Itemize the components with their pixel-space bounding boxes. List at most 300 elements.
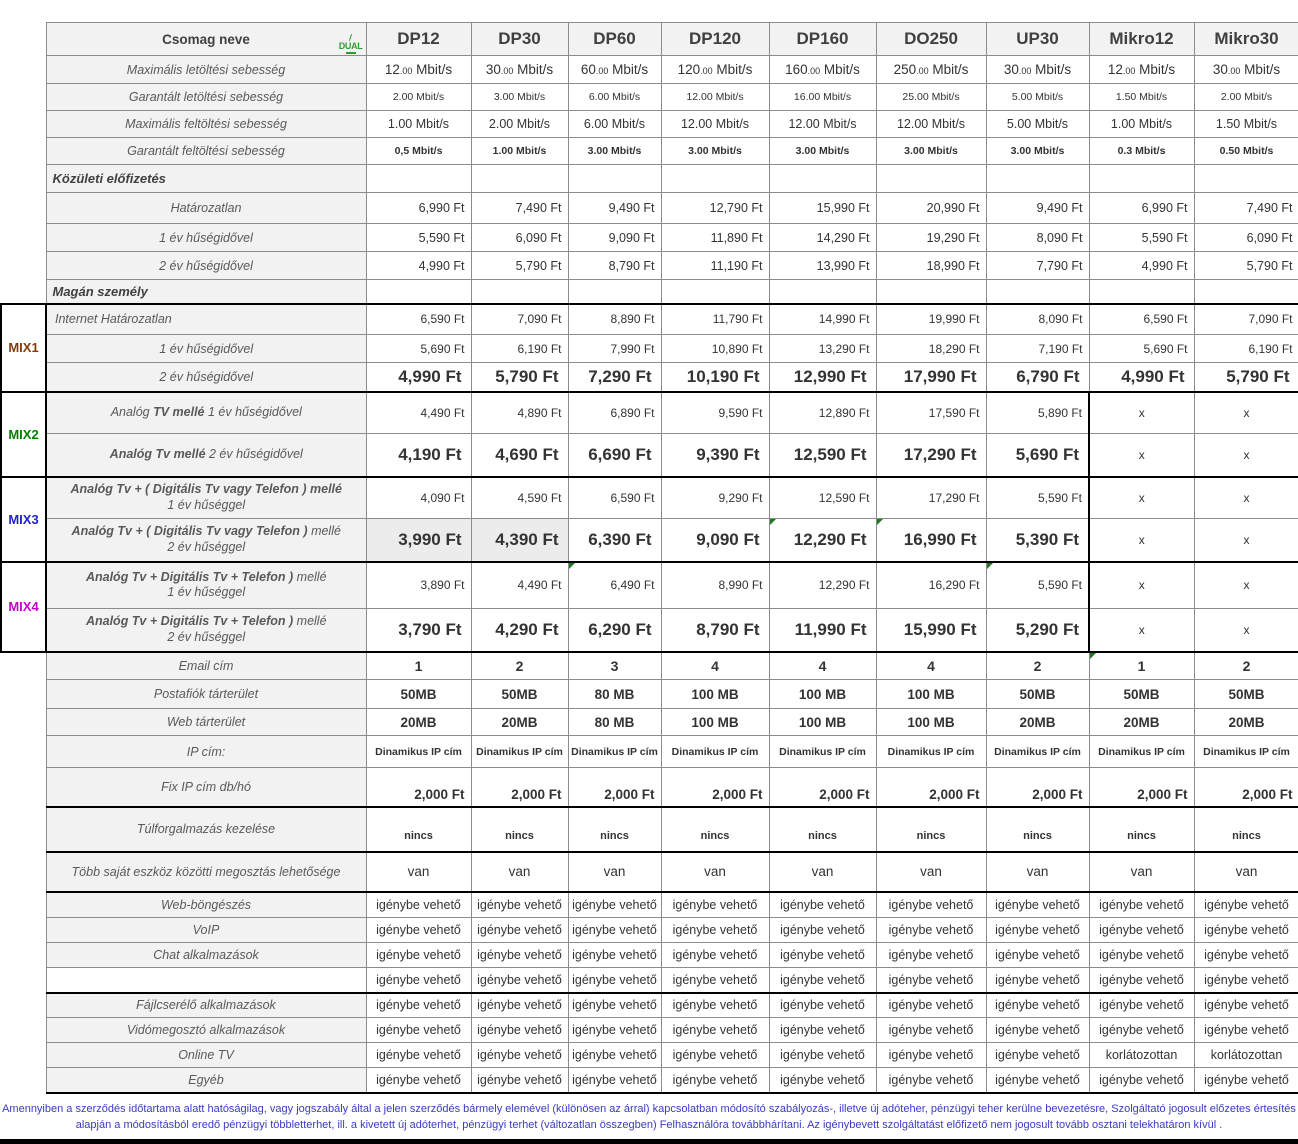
cell-device_sharing-DP12: van	[366, 852, 471, 892]
cell-online_tv-Mikro12: korlátozottan	[1089, 1043, 1194, 1068]
cell-voip-DP160: igénybe vehető	[769, 918, 876, 943]
column-header-DP120: DP120	[661, 23, 769, 56]
cell-chat_apps-UP30: igénybe vehető	[986, 943, 1089, 968]
cell-business_2yr-Mikro30: 5,790 Ft	[1194, 252, 1298, 280]
cell-mix2_2yr-DP160: 12,590 Ft	[769, 434, 876, 477]
cell-online_tv-DP120: igénybe vehető	[661, 1043, 769, 1068]
cell-device_sharing-DP30: van	[471, 852, 568, 892]
gutter-cell	[1, 252, 46, 280]
column-header-DP160: DP160	[769, 23, 876, 56]
column-header-DO250: DO250	[876, 23, 986, 56]
cell-mix1_1yr-DP60: 7,990 Ft	[568, 335, 661, 363]
cell-online_tv-Mikro30: korlátozottan	[1194, 1043, 1298, 1068]
cell-guaranteed_upload_speed-Mikro12: 0.3 Mbit/s	[1089, 138, 1194, 165]
cell-ip_address-Mikro12: Dinamikus IP cím	[1089, 736, 1194, 768]
cell-private_section-Mikro12	[1089, 280, 1194, 304]
cell-device_sharing-DP60: van	[568, 852, 661, 892]
cell-email_count-DP120: 4	[661, 652, 769, 680]
row-fixed_ip	[1, 768, 1298, 807]
row-business_indefinite	[1, 193, 1298, 224]
cell-max_upload_speed-DP12: 1.00 Mbit/s	[366, 111, 471, 138]
cell-private_section-UP30	[986, 280, 1089, 304]
cell-email_count-UP30: 2	[986, 652, 1089, 680]
cell-business_indefinite-DP30: 7,490 Ft	[471, 193, 568, 224]
label-guaranteed_download_speed: Garantált letöltési sebesség	[46, 84, 366, 111]
cell-voip-DP60: igénybe vehető	[568, 918, 661, 943]
cell-mix4_2yr-DP60: 6,290 Ft	[568, 609, 661, 652]
cell-mix3_1yr-UP30: 5,590 Ft	[986, 477, 1089, 519]
cell-max_upload_speed-DP30: 2.00 Mbit/s	[471, 111, 568, 138]
label-business_indefinite: Határozatlan	[46, 193, 366, 224]
cell-mailbox_storage-DP12: 50MB	[366, 680, 471, 709]
cell-mix1_2yr-DP160: 12,990 Ft	[769, 363, 876, 392]
cell-mix2_2yr-DP120: 9,390 Ft	[661, 434, 769, 477]
cell-business_2yr-DO250: 18,990 Ft	[876, 252, 986, 280]
cell-video_sharing_apps-UP30: igénybe vehető	[986, 1018, 1089, 1043]
cell-mailbox_storage-UP30: 50MB	[986, 680, 1089, 709]
cell-chat_apps-DO250: igénybe vehető	[876, 943, 986, 968]
cell-guaranteed_download_speed-Mikro30: 2.00 Mbit/s	[1194, 84, 1298, 111]
cell-business_1yr-DP12: 5,590 Ft	[366, 224, 471, 252]
cell-business_1yr-DP160: 14,290 Ft	[769, 224, 876, 252]
cell-file_sharing_apps-UP30: igénybe vehető	[986, 993, 1089, 1018]
cell-guaranteed_download_speed-DP60: 6.00 Mbit/s	[568, 84, 661, 111]
gutter-cell	[1, 918, 46, 943]
cell-mix1_indefinite-UP30: 8,090 Ft	[986, 304, 1089, 335]
cell-mix1_1yr-Mikro30: 6,190 Ft	[1194, 335, 1298, 363]
cell-mailbox_storage-DP60: 80 MB	[568, 680, 661, 709]
cell-mix4_2yr-UP30: 5,290 Ft	[986, 609, 1089, 652]
cell-mix3_2yr-Mikro30: x	[1194, 519, 1298, 562]
cell-voip-UP30: igénybe vehető	[986, 918, 1089, 943]
cell-max_download_speed-DP160: 160.00 Mbit/s	[769, 56, 876, 84]
cell-blank_feature-Mikro30: igénybe vehető	[1194, 968, 1298, 993]
cell-video_sharing_apps-DP160: igénybe vehető	[769, 1018, 876, 1043]
cell-ip_address-Mikro30: Dinamikus IP cím	[1194, 736, 1298, 768]
label-mix1_indefinite: Internet Határozatlan	[46, 304, 366, 335]
cell-business_2yr-DP12: 4,990 Ft	[366, 252, 471, 280]
cell-mix4_1yr-DP12: 3,890 Ft	[366, 562, 471, 609]
cell-guaranteed_upload_speed-DP120: 3.00 Mbit/s	[661, 138, 769, 165]
cell-mix2_1yr-DP30: 4,890 Ft	[471, 392, 568, 434]
cell-web_storage-DO250: 100 MB	[876, 709, 986, 736]
cell-mix2_2yr-Mikro30: x	[1194, 434, 1298, 477]
cell-blank_feature-UP30: igénybe vehető	[986, 968, 1089, 993]
cell-fixed_ip-DO250: 2,000 Ft	[876, 768, 986, 807]
cell-mix1_2yr-Mikro30: 5,790 Ft	[1194, 363, 1298, 392]
cell-mix4_2yr-DP30: 4,290 Ft	[471, 609, 568, 652]
cell-mix3_1yr-Mikro30: x	[1194, 477, 1298, 519]
row-mix1_2yr	[1, 363, 1298, 392]
cell-business_1yr-DO250: 19,290 Ft	[876, 224, 986, 252]
label-business_2yr: 2 év hűségidővel	[46, 252, 366, 280]
cell-overtraffic-DO250: nincs	[876, 807, 986, 852]
cell-voip-Mikro30: igénybe vehető	[1194, 918, 1298, 943]
cell-device_sharing-Mikro12: van	[1089, 852, 1194, 892]
cell-business_section-DP60	[568, 165, 661, 193]
cell-file_sharing_apps-DO250: igénybe vehető	[876, 993, 986, 1018]
cell-device_sharing-DP160: van	[769, 852, 876, 892]
cell-blank_feature-DP30: igénybe vehető	[471, 968, 568, 993]
cell-mix1_indefinite-DO250: 19,990 Ft	[876, 304, 986, 335]
cell-email_count-DP30: 2	[471, 652, 568, 680]
cell-email_count-Mikro12: 1	[1089, 652, 1194, 680]
label-mailbox_storage: Postafiók tárterület	[46, 680, 366, 709]
cell-overtraffic-UP30: nincs	[986, 807, 1089, 852]
cell-video_sharing_apps-DP30: igénybe vehető	[471, 1018, 568, 1043]
cell-mix3_1yr-DP160: 12,590 Ft	[769, 477, 876, 519]
cell-mix1_1yr-DP120: 10,890 Ft	[661, 335, 769, 363]
gutter-cell	[1, 807, 46, 852]
cell-file_sharing_apps-DP12: igénybe vehető	[366, 993, 471, 1018]
gutter-cell	[1, 768, 46, 807]
cell-mix1_indefinite-DP120: 11,790 Ft	[661, 304, 769, 335]
cell-other-DP120: igénybe vehető	[661, 1068, 769, 1093]
cell-mix3_2yr-UP30: 5,390 Ft	[986, 519, 1089, 562]
cell-max_download_speed-DP120: 120.00 Mbit/s	[661, 56, 769, 84]
row-video_sharing_apps	[1, 1018, 1298, 1043]
cell-business_1yr-DP30: 6,090 Ft	[471, 224, 568, 252]
column-header-DP12: DP12	[366, 23, 471, 56]
bottom-border-bar	[0, 1139, 1298, 1144]
cell-mix1_2yr-DP60: 7,290 Ft	[568, 363, 661, 392]
label-guaranteed_upload_speed: Garantált feltöltési sebesség	[46, 138, 366, 165]
cell-mix1_2yr-DO250: 17,990 Ft	[876, 363, 986, 392]
cell-mailbox_storage-DP30: 50MB	[471, 680, 568, 709]
row-blank_feature	[1, 968, 1298, 993]
gutter-cell	[1, 165, 46, 193]
cell-mix3_1yr-DP120: 9,290 Ft	[661, 477, 769, 519]
cell-chat_apps-DP12: igénybe vehető	[366, 943, 471, 968]
cell-web_storage-Mikro30: 20MB	[1194, 709, 1298, 736]
cell-video_sharing_apps-DO250: igénybe vehető	[876, 1018, 986, 1043]
mix-group-label-mix2: MIX2	[1, 392, 46, 477]
cell-overtraffic-Mikro30: nincs	[1194, 807, 1298, 852]
row-file_sharing_apps	[1, 993, 1298, 1018]
row-overtraffic	[1, 807, 1298, 852]
row-mix4_2yr	[1, 609, 1298, 652]
cell-guaranteed_upload_speed-DP30: 1.00 Mbit/s	[471, 138, 568, 165]
cell-mix3_2yr-DP60: 6,390 Ft	[568, 519, 661, 562]
label-business_section: Közületi előfizetés	[46, 165, 366, 193]
cell-mix2_1yr-DP60: 6,890 Ft	[568, 392, 661, 434]
cell-mix2_2yr-DP12: 4,190 Ft	[366, 434, 471, 477]
gutter-cell	[1, 968, 46, 993]
cell-private_section-DP160	[769, 280, 876, 304]
cell-business_indefinite-DP60: 9,490 Ft	[568, 193, 661, 224]
cell-business_2yr-UP30: 7,790 Ft	[986, 252, 1089, 280]
cell-fixed_ip-Mikro30: 2,000 Ft	[1194, 768, 1298, 807]
cell-max_upload_speed-DP60: 6.00 Mbit/s	[568, 111, 661, 138]
row-device_sharing	[1, 852, 1298, 892]
cell-business_2yr-DP120: 11,190 Ft	[661, 252, 769, 280]
cell-mix3_1yr-Mikro12: x	[1089, 477, 1194, 519]
cell-mix1_indefinite-DP60: 8,890 Ft	[568, 304, 661, 335]
cell-mix3_2yr-Mikro12: x	[1089, 519, 1194, 562]
mix-group-label-mix1: MIX1	[1, 304, 46, 392]
gutter-cell	[1, 852, 46, 892]
cell-overtraffic-DP120: nincs	[661, 807, 769, 852]
cell-online_tv-DP160: igénybe vehető	[769, 1043, 876, 1068]
cell-mix2_1yr-DP120: 9,590 Ft	[661, 392, 769, 434]
row-ip_address	[1, 736, 1298, 768]
label-blank_feature	[46, 968, 366, 993]
cell-guaranteed_download_speed-Mikro12: 1.50 Mbit/s	[1089, 84, 1194, 111]
label-email_count: Email cím	[46, 652, 366, 680]
cell-mix1_1yr-DP12: 5,690 Ft	[366, 335, 471, 363]
cell-chat_apps-DP160: igénybe vehető	[769, 943, 876, 968]
antenna-icon	[349, 34, 352, 41]
cell-private_section-Mikro30	[1194, 280, 1298, 304]
cell-max_download_speed-UP30: 30.00 Mbit/s	[986, 56, 1089, 84]
pricing-table	[0, 22, 1298, 1094]
cell-guaranteed_download_speed-DO250: 25.00 Mbit/s	[876, 84, 986, 111]
row-business_2yr	[1, 252, 1298, 280]
cell-max_download_speed-DP60: 60.00 Mbit/s	[568, 56, 661, 84]
cell-mix4_1yr-DP60: 6,490 Ft	[568, 562, 661, 609]
label-mix1_1yr: 1 év hűségidővel	[46, 335, 366, 363]
cell-mix2_1yr-Mikro12: x	[1089, 392, 1194, 434]
cell-online_tv-UP30: igénybe vehető	[986, 1043, 1089, 1068]
cell-mix2_2yr-DP30: 4,690 Ft	[471, 434, 568, 477]
cell-max_download_speed-DP30: 30.00 Mbit/s	[471, 56, 568, 84]
cell-web_browsing-UP30: igénybe vehető	[986, 892, 1089, 918]
gutter-cell	[1, 680, 46, 709]
cell-max_upload_speed-UP30: 5.00 Mbit/s	[986, 111, 1089, 138]
cell-guaranteed_upload_speed-UP30: 3.00 Mbit/s	[986, 138, 1089, 165]
cell-email_count-Mikro30: 2	[1194, 652, 1298, 680]
gutter-cell	[1, 111, 46, 138]
gutter-cell	[1, 280, 46, 304]
cell-ip_address-DP60: Dinamikus IP cím	[568, 736, 661, 768]
cell-business_section-Mikro30	[1194, 165, 1298, 193]
label-mix4_2yr: Analóg Tv + Digitális Tv + Telefon ) mellé 2 év hűséggel	[46, 609, 366, 652]
cell-file_sharing_apps-DP120: igénybe vehető	[661, 993, 769, 1018]
cell-device_sharing-DO250: van	[876, 852, 986, 892]
row-mix1_indefinite	[1, 304, 1298, 335]
cell-mailbox_storage-Mikro12: 50MB	[1089, 680, 1194, 709]
cell-overtraffic-DP60: nincs	[568, 807, 661, 852]
disclaimer-line-2: alapján a módosításból eredő pénzügyi többletterhet, ill. a kivetett új adóterhet, pénzügyi terhet (változatlan összegben) Felhasználóra továbbhárítani. Az igénybevett szolgáltatást előfizető nem jogosult tovább osztani telekhatáron kívül .	[75, 1118, 1223, 1131]
cell-web_storage-DP60: 80 MB	[568, 709, 661, 736]
label-video_sharing_apps: Vidómegosztó alkalmazások	[46, 1018, 366, 1043]
cell-web_browsing-Mikro30: igénybe vehető	[1194, 892, 1298, 918]
gutter-cell	[1, 1068, 46, 1093]
gutter-cell	[1, 652, 46, 680]
column-header-Mikro30: Mikro30	[1194, 23, 1298, 56]
cell-web_browsing-DP30: igénybe vehető	[471, 892, 568, 918]
cell-overtraffic-DP160: nincs	[769, 807, 876, 852]
cell-file_sharing_apps-DP60: igénybe vehető	[568, 993, 661, 1018]
cell-online_tv-DO250: igénybe vehető	[876, 1043, 986, 1068]
cell-file_sharing_apps-Mikro30: igénybe vehető	[1194, 993, 1298, 1018]
mix-group-label-mix3: MIX3	[1, 477, 46, 562]
cell-mix1_indefinite-DP160: 14,990 Ft	[769, 304, 876, 335]
cell-other-UP30: igénybe vehető	[986, 1068, 1089, 1093]
row-guaranteed_upload_speed	[1, 138, 1298, 165]
cell-max_download_speed-Mikro12: 12.00 Mbit/s	[1089, 56, 1194, 84]
row-business_1yr	[1, 224, 1298, 252]
gutter-cell	[1, 56, 46, 84]
cell-mix4_1yr-DO250: 16,290 Ft	[876, 562, 986, 609]
cell-web_storage-DP12: 20MB	[366, 709, 471, 736]
cell-web_browsing-DP120: igénybe vehető	[661, 892, 769, 918]
cell-fixed_ip-Mikro12: 2,000 Ft	[1089, 768, 1194, 807]
cell-private_section-DP60	[568, 280, 661, 304]
cell-video_sharing_apps-DP60: igénybe vehető	[568, 1018, 661, 1043]
header-row	[1, 23, 1298, 56]
cell-email_count-DP160: 4	[769, 652, 876, 680]
cell-mix2_1yr-Mikro30: x	[1194, 392, 1298, 434]
row-mix3_2yr	[1, 519, 1298, 562]
cell-business_1yr-Mikro30: 6,090 Ft	[1194, 224, 1298, 252]
row-other	[1, 1068, 1298, 1093]
cell-mix2_1yr-UP30: 5,890 Ft	[986, 392, 1089, 434]
label-mix3_1yr: Analóg Tv + ( Digitális Tv vagy Telefon ) mellé 1 év hűséggel	[46, 477, 366, 519]
label-web_storage: Web tárterület	[46, 709, 366, 736]
cell-business_1yr-UP30: 8,090 Ft	[986, 224, 1089, 252]
cell-other-Mikro30: igénybe vehető	[1194, 1068, 1298, 1093]
cell-web_storage-DP120: 100 MB	[661, 709, 769, 736]
cell-business_indefinite-DO250: 20,990 Ft	[876, 193, 986, 224]
cell-chat_apps-Mikro30: igénybe vehető	[1194, 943, 1298, 968]
gutter-cell	[1, 84, 46, 111]
cell-business_section-DP30	[471, 165, 568, 193]
cell-mix2_1yr-DP12: 4,490 Ft	[366, 392, 471, 434]
cell-voip-DP30: igénybe vehető	[471, 918, 568, 943]
label-private_section: Magán személy	[46, 280, 366, 304]
top-margin	[0, 0, 1298, 22]
label-mix2_1yr: Analóg TV mellé 1 év hűségidővel	[46, 392, 366, 434]
cell-ip_address-DP120: Dinamikus IP cím	[661, 736, 769, 768]
label-online_tv: Online TV	[46, 1043, 366, 1068]
cell-private_section-DP12	[366, 280, 471, 304]
cell-ip_address-DP160: Dinamikus IP cím	[769, 736, 876, 768]
label-web_browsing: Web-böngészés	[46, 892, 366, 918]
cell-mix4_1yr-DP160: 12,290 Ft	[769, 562, 876, 609]
cell-mix1_2yr-UP30: 6,790 Ft	[986, 363, 1089, 392]
cell-business_section-UP30	[986, 165, 1089, 193]
cell-file_sharing_apps-Mikro12: igénybe vehető	[1089, 993, 1194, 1018]
cell-mix1_2yr-DP30: 5,790 Ft	[471, 363, 568, 392]
cell-ip_address-UP30: Dinamikus IP cím	[986, 736, 1089, 768]
row-mix4_1yr	[1, 562, 1298, 609]
cell-blank_feature-DP60: igénybe vehető	[568, 968, 661, 993]
cell-web_browsing-DP160: igénybe vehető	[769, 892, 876, 918]
cell-other-DP160: igénybe vehető	[769, 1068, 876, 1093]
cell-ip_address-DP30: Dinamikus IP cím	[471, 736, 568, 768]
cell-web_storage-UP30: 20MB	[986, 709, 1089, 736]
label-overtraffic: Túlforgalmazás kezelése	[46, 807, 366, 852]
cell-web_storage-Mikro12: 20MB	[1089, 709, 1194, 736]
cell-mailbox_storage-DP160: 100 MB	[769, 680, 876, 709]
label-other: Egyéb	[46, 1068, 366, 1093]
cell-business_indefinite-DP120: 12,790 Ft	[661, 193, 769, 224]
cell-mix3_2yr-DP160: 12,290 Ft	[769, 519, 876, 562]
gutter-cell	[1, 709, 46, 736]
cell-business_indefinite-Mikro30: 7,490 Ft	[1194, 193, 1298, 224]
cell-file_sharing_apps-DP160: igénybe vehető	[769, 993, 876, 1018]
cell-private_section-DP120	[661, 280, 769, 304]
row-email_count	[1, 652, 1298, 680]
gutter-cell	[1, 23, 46, 56]
cell-other-DP12: igénybe vehető	[366, 1068, 471, 1093]
cell-guaranteed_upload_speed-DO250: 3.00 Mbit/s	[876, 138, 986, 165]
cell-mix3_2yr-DO250: 16,990 Ft	[876, 519, 986, 562]
cell-mix4_1yr-UP30: 5,590 Ft	[986, 562, 1089, 609]
cell-voip-Mikro12: igénybe vehető	[1089, 918, 1194, 943]
gutter-cell	[1, 138, 46, 165]
cell-fixed_ip-DP12: 2,000 Ft	[366, 768, 471, 807]
cell-email_count-DO250: 4	[876, 652, 986, 680]
cell-chat_apps-Mikro12: igénybe vehető	[1089, 943, 1194, 968]
cell-file_sharing_apps-DP30: igénybe vehető	[471, 993, 568, 1018]
cell-blank_feature-DO250: igénybe vehető	[876, 968, 986, 993]
cell-mix1_2yr-Mikro12: 4,990 Ft	[1089, 363, 1194, 392]
cell-business_indefinite-DP160: 15,990 Ft	[769, 193, 876, 224]
cell-chat_apps-DP120: igénybe vehető	[661, 943, 769, 968]
header-label: Csomag neve	[162, 31, 250, 47]
cell-guaranteed_download_speed-DP12: 2.00 Mbit/s	[366, 84, 471, 111]
cell-mailbox_storage-DO250: 100 MB	[876, 680, 986, 709]
cell-guaranteed_upload_speed-DP160: 3.00 Mbit/s	[769, 138, 876, 165]
cell-video_sharing_apps-DP120: igénybe vehető	[661, 1018, 769, 1043]
cell-voip-DO250: igénybe vehető	[876, 918, 986, 943]
cell-mix4_2yr-Mikro12: x	[1089, 609, 1194, 652]
cell-device_sharing-DP120: van	[661, 852, 769, 892]
cell-guaranteed_download_speed-DP160: 16.00 Mbit/s	[769, 84, 876, 111]
gutter-cell	[1, 224, 46, 252]
label-mix2_2yr: Analóg Tv mellé 2 év hűségidővel	[46, 434, 366, 477]
label-mix4_1yr: Analóg Tv + Digitális Tv + Telefon ) mellé 1 év hűséggel	[46, 562, 366, 609]
row-web_storage	[1, 709, 1298, 736]
cell-mix1_indefinite-Mikro12: 6,590 Ft	[1089, 304, 1194, 335]
label-device_sharing: Több saját eszköz közötti megosztás lehetősége	[46, 852, 366, 892]
row-mailbox_storage	[1, 680, 1298, 709]
cell-overtraffic-DP30: nincs	[471, 807, 568, 852]
gutter-cell	[1, 1018, 46, 1043]
cell-email_count-DP12: 1	[366, 652, 471, 680]
row-mix1_1yr	[1, 335, 1298, 363]
row-business_section	[1, 165, 1298, 193]
row-guaranteed_download_speed	[1, 84, 1298, 111]
label-chat_apps: Chat alkalmazások	[46, 943, 366, 968]
cell-max_upload_speed-DP120: 12.00 Mbit/s	[661, 111, 769, 138]
cell-business_section-DO250	[876, 165, 986, 193]
cell-private_section-DP30	[471, 280, 568, 304]
cell-guaranteed_download_speed-DP30: 3.00 Mbit/s	[471, 84, 568, 111]
cell-mix1_indefinite-Mikro30: 7,090 Ft	[1194, 304, 1298, 335]
gutter-cell	[1, 736, 46, 768]
cell-mix2_1yr-DO250: 17,590 Ft	[876, 392, 986, 434]
cell-mix3_2yr-DP120: 9,090 Ft	[661, 519, 769, 562]
row-max_download_speed	[1, 56, 1298, 84]
cell-mix3_2yr-DP30: 4,390 Ft	[471, 519, 568, 562]
label-mix1_2yr: 2 év hűségidővel	[46, 363, 366, 392]
cell-web_storage-DP160: 100 MB	[769, 709, 876, 736]
label-fixed_ip: Fix IP cím db/hó	[46, 768, 366, 807]
cell-video_sharing_apps-Mikro30: igénybe vehető	[1194, 1018, 1298, 1043]
row-voip	[1, 918, 1298, 943]
cell-fixed_ip-DP60: 2,000 Ft	[568, 768, 661, 807]
cell-device_sharing-Mikro30: van	[1194, 852, 1298, 892]
row-mix2_2yr	[1, 434, 1298, 477]
cell-max_upload_speed-Mikro12: 1.00 Mbit/s	[1089, 111, 1194, 138]
cell-web_browsing-DP60: igénybe vehető	[568, 892, 661, 918]
cell-other-DP60: igénybe vehető	[568, 1068, 661, 1093]
dual-logo: DUAL	[339, 34, 363, 54]
cell-mix1_1yr-DO250: 18,290 Ft	[876, 335, 986, 363]
